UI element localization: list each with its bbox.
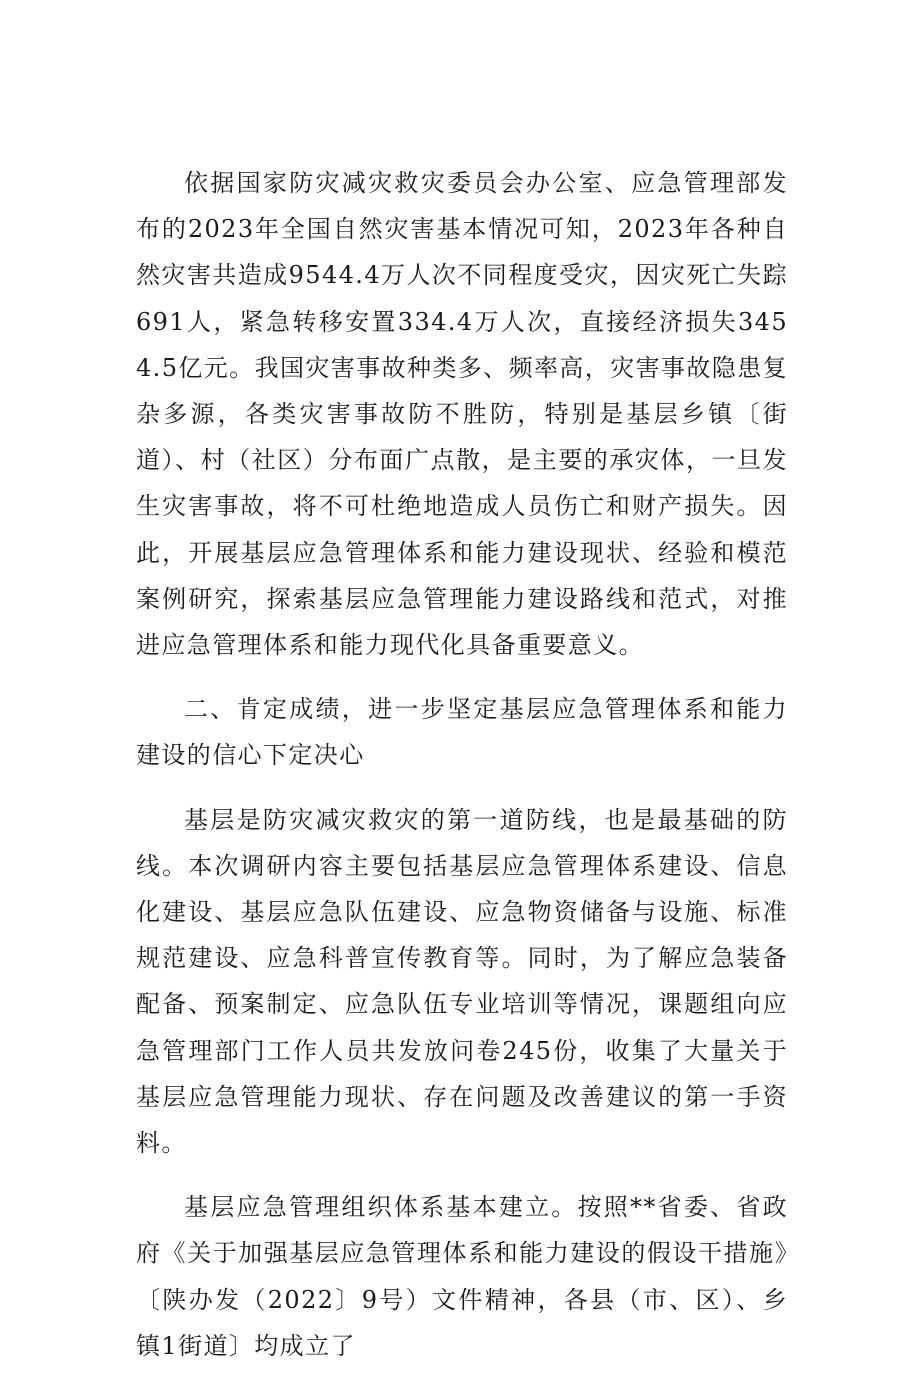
paragraph-research-overview: 基层是防灾减灾救灾的第一道防线，也是最基础的防线。本次调研内容主要包括基层应急管理体系建设、信息化建设、基层应急队伍建设、应急物资储备与设施、标准规范建设、应急科普宣传教育等。同时，为了解应急装备配备、预案制定、应急队伍专业培训等情况，课题组向应急管理部门工作人员共发放问卷245份，收集了大量关于基层应急管理能力现状、存在问题及改善建议的第一手资料。: [136, 805, 788, 1158]
section-heading-affirm-achievements: 二、肯定成绩，进一步坚定基层应急管理体系和能力建设的信心下定决心: [136, 695, 788, 770]
paragraph-organization-system: 基层应急管理组织体系基本建立。按照**省委、省政府《关于加强基层应急管理体系和能力建设的假设干措施》〔陕办发（2022〕9号）文件精神，各县（市、区）、乡镇1街道〕均成立了: [136, 1193, 788, 1360]
document-body: [136, 160, 788, 1387]
paragraph-disaster-statistics: 依据国家防灾减灾救灾委员会办公室、应急管理部发布的2023年全国自然灾害基本情况可知，2023年各种自然灾害共造成9544.4万人次不同程度受灾，因灾死亡失踪691人，紧急转移安置334.4万人次，直接经济损失3454.5亿元。我国灾害事故种类多、频率高，灾害事故隐患复杂多源，各类灾害事故防不胜防，特别是基层乡镇〔街道）、村（社区）分布面广点散，是主要的承灾体，一旦发生灾害事故，将不可杜绝地造成人员伤亡和财产损失。因此，开展基层应急管理体系和能力建设现状、经验和模范案例研究，探索基层应急管理能力建设路线和范式，对推进应急管理体系和能力现代化具备重要意义。: [136, 169, 788, 660]
